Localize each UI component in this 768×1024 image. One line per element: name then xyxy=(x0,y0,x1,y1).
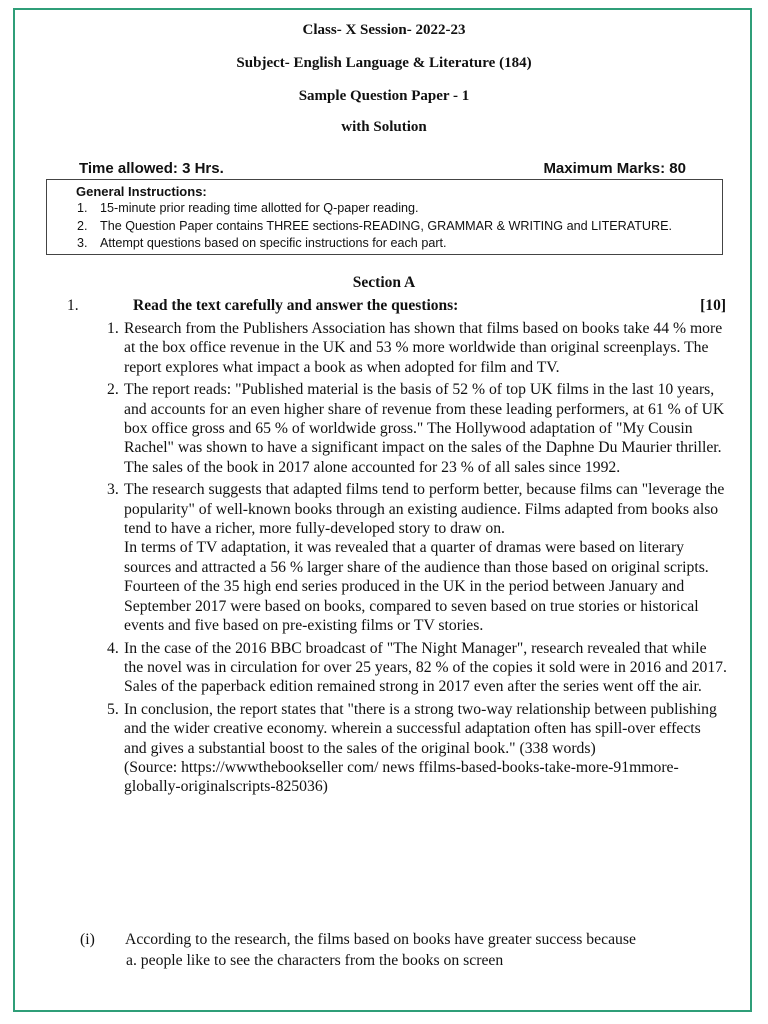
paragraph-number: 1. xyxy=(107,320,119,337)
maximum-marks: Maximum Marks: 80 xyxy=(543,160,686,177)
time-allowed: Time allowed: 3 Hrs. xyxy=(79,160,224,177)
source-citation: (Source: https://wwwthebookseller com/ news ffilms-based-books-take-more-91mmore-globally-originalscripts-825036) xyxy=(124,758,679,796)
passage-paragraph xyxy=(107,380,727,477)
sub-question-number: (i) xyxy=(80,931,95,948)
passage-paragraph xyxy=(107,319,727,377)
instruction-number: 3. xyxy=(77,236,88,251)
paragraph-text: Research from the Publishers Association has shown that films based on books take 44 % more at the box office revenue in the UK and 53 % more worldwide than original screenplays. The report explores what impact a book as when adopted for film and TV. xyxy=(124,320,723,376)
paragraph-text: The research suggests that adapted films tend to perform better, because films can "leverage the popularity" of well-known books through an existing audience. Films adapted from books also tend to have a richer, more fully-developed story to draw on. xyxy=(124,481,725,538)
paper-title: Sample Question Paper - 1 xyxy=(298,88,470,104)
class-session-heading: Class- X Session- 2022-23 xyxy=(302,22,466,38)
subject-heading: Subject- English Language & Literature (184) xyxy=(236,55,532,71)
question-marks: [10] xyxy=(700,297,726,314)
question-prompt: Read the text carefully and answer the questions: xyxy=(133,297,459,314)
paragraph-continuation: In terms of TV adaptation, it was revealed that a quarter of dramas were based on literary sources and attracted a 56 % larger share of the audience than those based on original scripts. Fourteen of the 35 high end series produced in the UK in the period between January and September 2017 were based on books, compared to seven based on true stories or historical events and five based on pre-existing films or TV stories. xyxy=(124,539,709,635)
instruction-item xyxy=(76,235,722,252)
passage-paragraph xyxy=(107,700,727,797)
answer-option-a: a. people like to see the characters from the books on screen xyxy=(126,952,504,969)
instruction-number: 2. xyxy=(77,218,88,233)
instruction-number: 1. xyxy=(77,201,88,216)
instruction-text: 15-minute prior reading time allotted for Q-paper reading. xyxy=(100,201,419,216)
general-instructions-box xyxy=(46,179,723,255)
solution-subtitle: with Solution xyxy=(341,119,427,135)
paragraph-text: In conclusion, the report states that "there is a strong two-way relationship between publishing and the wider creative economy. wherein a successful adaptation often has spill-over effects and gives a substantial boost to the sales of the original book." (338 words) xyxy=(124,700,717,757)
reading-passage xyxy=(107,319,727,800)
instructions-title: General Instructions: xyxy=(76,184,207,199)
passage-paragraph xyxy=(107,480,727,635)
paragraph-text: The report reads: "Published material is the basis of 52 % of top UK films in the last 10 years, and accounts for an even higher share of revenue from these leading performers, at 61 % of UK box office gross and 65 % of worldwide gross." The Hollywood adaptation of "My Cousin Rachel" was shown to have a significant impact on the sales of the Daphne Du Maurier thriller. The sales of the book in 2017 alone accounted for 23 % of all sales since 1992. xyxy=(124,381,725,476)
paragraph-number: 2. xyxy=(107,381,119,399)
question-number: 1. xyxy=(67,297,79,314)
instruction-item xyxy=(76,218,722,235)
instruction-item xyxy=(76,200,722,217)
instruction-text: The Question Paper contains THREE sections-READING, GRAMMAR & WRITING and LITERATURE. xyxy=(100,218,673,233)
paragraph-number: 5. xyxy=(107,700,119,718)
instruction-text: Attempt questions based on specific instructions for each part. xyxy=(100,236,447,251)
sub-question-text: According to the research, the films based on books have greater success because xyxy=(125,931,636,948)
section-heading: Section A xyxy=(352,274,416,291)
passage-paragraph xyxy=(107,639,727,697)
paragraph-number: 4. xyxy=(107,639,119,657)
paragraph-text: In the case of the 2016 BBC broadcast of "The Night Manager", research revealed that while the novel was in circulation for over 25 years, 82 % of the copies it sold were in 2016 and 2017. Sales of the paperback edition remained strong in 2017 even after the series went off the air. xyxy=(124,639,727,696)
paragraph-number: 3. xyxy=(107,481,119,499)
